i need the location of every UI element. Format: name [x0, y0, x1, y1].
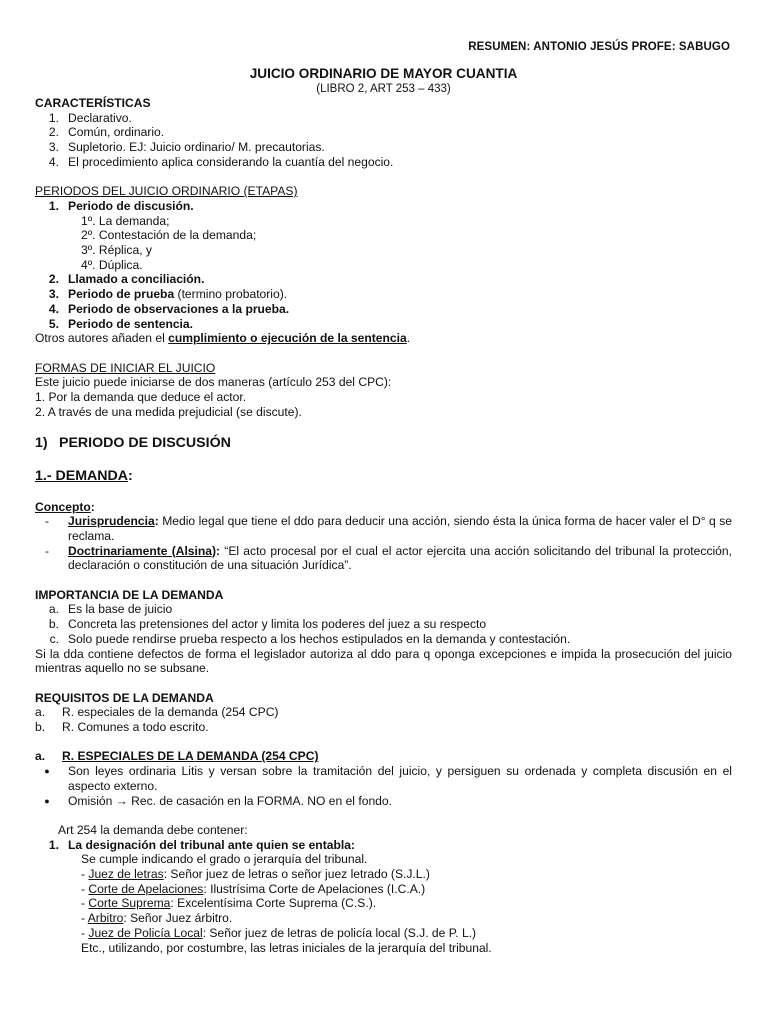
list-item — [35, 199, 732, 214]
bullet-icon: ● — [44, 766, 50, 777]
list-text: Periodo de discusión. — [68, 198, 194, 213]
periodo-sub-item: 2º. Contestación de la demanda; — [81, 228, 257, 243]
list-number: 1. — [48, 110, 59, 125]
list-item — [35, 125, 732, 140]
list-text: Solo puede rendirse prueba respecto a los hechos estipulados en la demanda y contestación. — [68, 631, 571, 646]
entry-prefix: - — [81, 881, 89, 896]
dash-marker: - — [44, 543, 50, 558]
tribunal-entry — [35, 867, 732, 882]
list-text: Llamado a conciliación. — [68, 272, 205, 287]
list-text: R. Comunes a todo escrito. — [62, 720, 209, 735]
bullet-item — [35, 794, 732, 809]
list-number: 4. — [48, 154, 59, 169]
bullet-item — [35, 764, 732, 793]
demanda-heading — [35, 467, 732, 485]
entry-sep: : — [163, 867, 171, 882]
list-item — [35, 602, 732, 617]
list-text: Periodo de sentencia. — [68, 316, 194, 331]
concepto-text-block — [68, 544, 732, 573]
art254-desc: Se cumple indicando el grado o jerarquía del tribunal. — [81, 852, 368, 867]
art254-closing: Etc., utilizando, por costumbre, las letras iniciales de la jerarquía del tribunal. — [81, 940, 492, 955]
list-item — [35, 302, 732, 317]
otros-autores-line — [35, 331, 732, 346]
list-text: Supletorio. EJ: Juicio ordinario/ M. precautorias. — [68, 140, 325, 155]
entry-prefix: - — [81, 867, 89, 882]
list-letter: a. — [48, 602, 59, 617]
tribunal-entry — [35, 896, 732, 911]
list-number: 3. — [48, 287, 59, 302]
list-text: El procedimiento aplica considerando la cuantía del negocio. — [68, 154, 394, 169]
bullet-text: Son leyes ordinaria Litis y versan sobre la tramitación del juicio, y persiguen su ordenada y completa discusión en el aspecto externo. — [68, 764, 732, 793]
periodos-heading: PERIODOS DEL JUICIO ORDINARIO (ETAPAS) — [35, 184, 298, 199]
list-item — [35, 272, 732, 287]
document-body — [35, 66, 732, 955]
list-text: Común, ordinario. — [68, 125, 165, 140]
entry-sep: : — [123, 911, 131, 926]
list-text: Concreta las pretensiones del actor y limita los poderes del juez a su respecto — [68, 617, 487, 632]
list-item — [35, 705, 732, 720]
list-text-rest: (termino probatorio). — [174, 287, 288, 302]
tribunal-entry — [35, 926, 732, 941]
especiales-heading — [35, 749, 732, 764]
list-item — [35, 838, 732, 853]
entry-prefix: - — [81, 911, 88, 926]
section-title: PERIODO DE DISCUSIÓN — [59, 435, 231, 452]
concepto-colon: : — [90, 499, 95, 514]
list-item — [35, 111, 732, 126]
formas-line: Este juicio puede iniciarse de dos maneras (artículo 253 del CPC): — [35, 375, 392, 390]
list-number: 3. — [48, 140, 59, 155]
periodo-sub-item: 4º. Dúplica. — [81, 257, 143, 272]
caracteristicas-list — [35, 111, 732, 170]
caracteristicas-heading: CARACTERÍSTICAS — [35, 96, 151, 110]
periodo-sub-item: 3º. Réplica, y — [81, 243, 152, 258]
list-text: R. especiales de la demanda (254 CPC) — [62, 705, 279, 720]
tribunal-text: Excelentísima Corte Suprema (C.S.). — [177, 896, 377, 911]
list-item — [35, 317, 732, 332]
concepto-label — [35, 500, 732, 515]
entry-prefix: - — [81, 925, 89, 940]
entry-sep: : — [203, 881, 211, 896]
tribunal-text: Señor juez de letras o señor juez letrado (S.J.L.) — [170, 867, 430, 882]
term-sep: : — [216, 543, 225, 558]
tribunal-label: Corte de Apelaciones — [88, 881, 204, 896]
heading-colon: : — [128, 467, 133, 484]
list-text — [68, 287, 287, 302]
concepto-item — [35, 544, 732, 573]
list-item — [35, 632, 732, 647]
concepto-text-block — [68, 514, 732, 543]
list-number: 1. — [48, 198, 59, 213]
concepto-term: Doctrinariamente (Alsina) — [68, 543, 217, 558]
list-letter: a. — [35, 749, 46, 764]
tribunal-label: Corte Suprema — [88, 896, 171, 911]
list-text: La designación del tribunal ante quien se entabla: — [68, 837, 355, 852]
list-item — [35, 140, 732, 155]
bullet-text: Omisión → Rec. de casación en la FORMA. NO en el fondo. — [68, 793, 392, 808]
list-item — [35, 155, 732, 170]
tribunal-text: Señor juez de letras de policía local (S.J. de P. L.) — [209, 925, 477, 940]
list-number: 1. — [48, 837, 59, 852]
entry-prefix: - — [81, 896, 89, 911]
concepto-term: Jurisprudencia — [68, 514, 155, 529]
requisitos-heading: REQUISITOS DE LA DEMANDA — [35, 690, 214, 705]
term-sep: : — [154, 514, 163, 529]
list-number: 5. — [48, 316, 59, 331]
tribunal-text: Señor Juez árbitro. — [130, 911, 233, 926]
list-item — [35, 617, 732, 632]
concepto-item — [35, 514, 732, 543]
list-item — [35, 720, 732, 735]
entry-sep: : — [170, 896, 178, 911]
formas-line: 1. Por la demanda que deduce el actor. — [35, 390, 247, 405]
tribunal-entry — [35, 911, 732, 926]
art254-intro: Art 254 la demanda debe contener: — [58, 822, 248, 837]
page-header: RESUMEN: ANTONIO JESÚS PROFE: SABUGO — [468, 41, 730, 53]
list-number: 2. — [48, 125, 59, 140]
tribunal-label: Arbitro — [87, 911, 124, 926]
section-number: 1) — [35, 435, 48, 452]
entry-sep: : — [202, 925, 210, 940]
document-subtitle: (LIBRO 2, ART 253 – 433) — [316, 83, 451, 95]
concepto-definition: Medio legal que tiene el ddo para deducir una acción, siendo ésta la única forma de hacer valer el D° q se reclama. — [68, 514, 732, 543]
tribunal-label: Juez de letras — [88, 867, 164, 882]
list-item — [35, 287, 732, 302]
emphasis-text: cumplimiento o ejecución de la sentencia — [168, 331, 407, 346]
periodo-sub-item: 1º. La demanda; — [81, 213, 170, 228]
importancia-paragraph: Si la dda contiene defectos de forma el legislador autoriza al ddo para q oponga excepciones e impida la prosecución del juicio mientras aquello no se subsane. — [35, 646, 732, 676]
bullet-icon: ● — [44, 795, 50, 806]
list-letter: b. — [35, 720, 46, 735]
list-letter: c. — [49, 631, 59, 646]
especiales-heading-text: R. ESPECIALES DE LA DEMANDA (254 CPC) — [62, 749, 319, 764]
document-title: JUICIO ORDINARIO DE MAYOR CUANTIA — [249, 66, 518, 81]
formas-heading: FORMAS DE INICIAR EL JUICIO — [35, 360, 216, 375]
list-text: Periodo de observaciones a la prueba. — [68, 301, 290, 316]
text-run: Otros autores añaden el — [35, 331, 169, 346]
list-text: Es la base de juicio — [68, 602, 173, 617]
list-text: Declarativo. — [68, 110, 132, 125]
concepto-definition: “El acto procesal por el cual el actor ejercita una acción solicitando del tribunal la protección, declaración o constitución de una situación Jurídica”. — [68, 543, 732, 573]
list-letter: b. — [48, 617, 59, 632]
importancia-heading: IMPORTANCIA DE LA DEMANDA — [35, 587, 224, 602]
text-run: . — [406, 331, 411, 346]
tribunal-text: Ilustrísima Corte de Apelaciones (I.C.A.) — [210, 881, 426, 896]
tribunal-entry — [35, 882, 732, 897]
list-number: 2. — [48, 272, 59, 287]
dash-marker: - — [44, 514, 50, 529]
list-text-bold: Periodo de prueba — [68, 287, 175, 302]
list-letter: a. — [35, 705, 46, 720]
concepto-text: Concepto — [35, 499, 91, 514]
tribunal-label: Juez de Policía Local — [88, 925, 203, 940]
list-number: 4. — [48, 301, 59, 316]
formas-line: 2. A través de una medida prejudicial (se discute). — [35, 404, 302, 419]
demanda-heading-text: 1.- DEMANDA — [35, 467, 129, 484]
section-heading — [35, 434, 732, 452]
